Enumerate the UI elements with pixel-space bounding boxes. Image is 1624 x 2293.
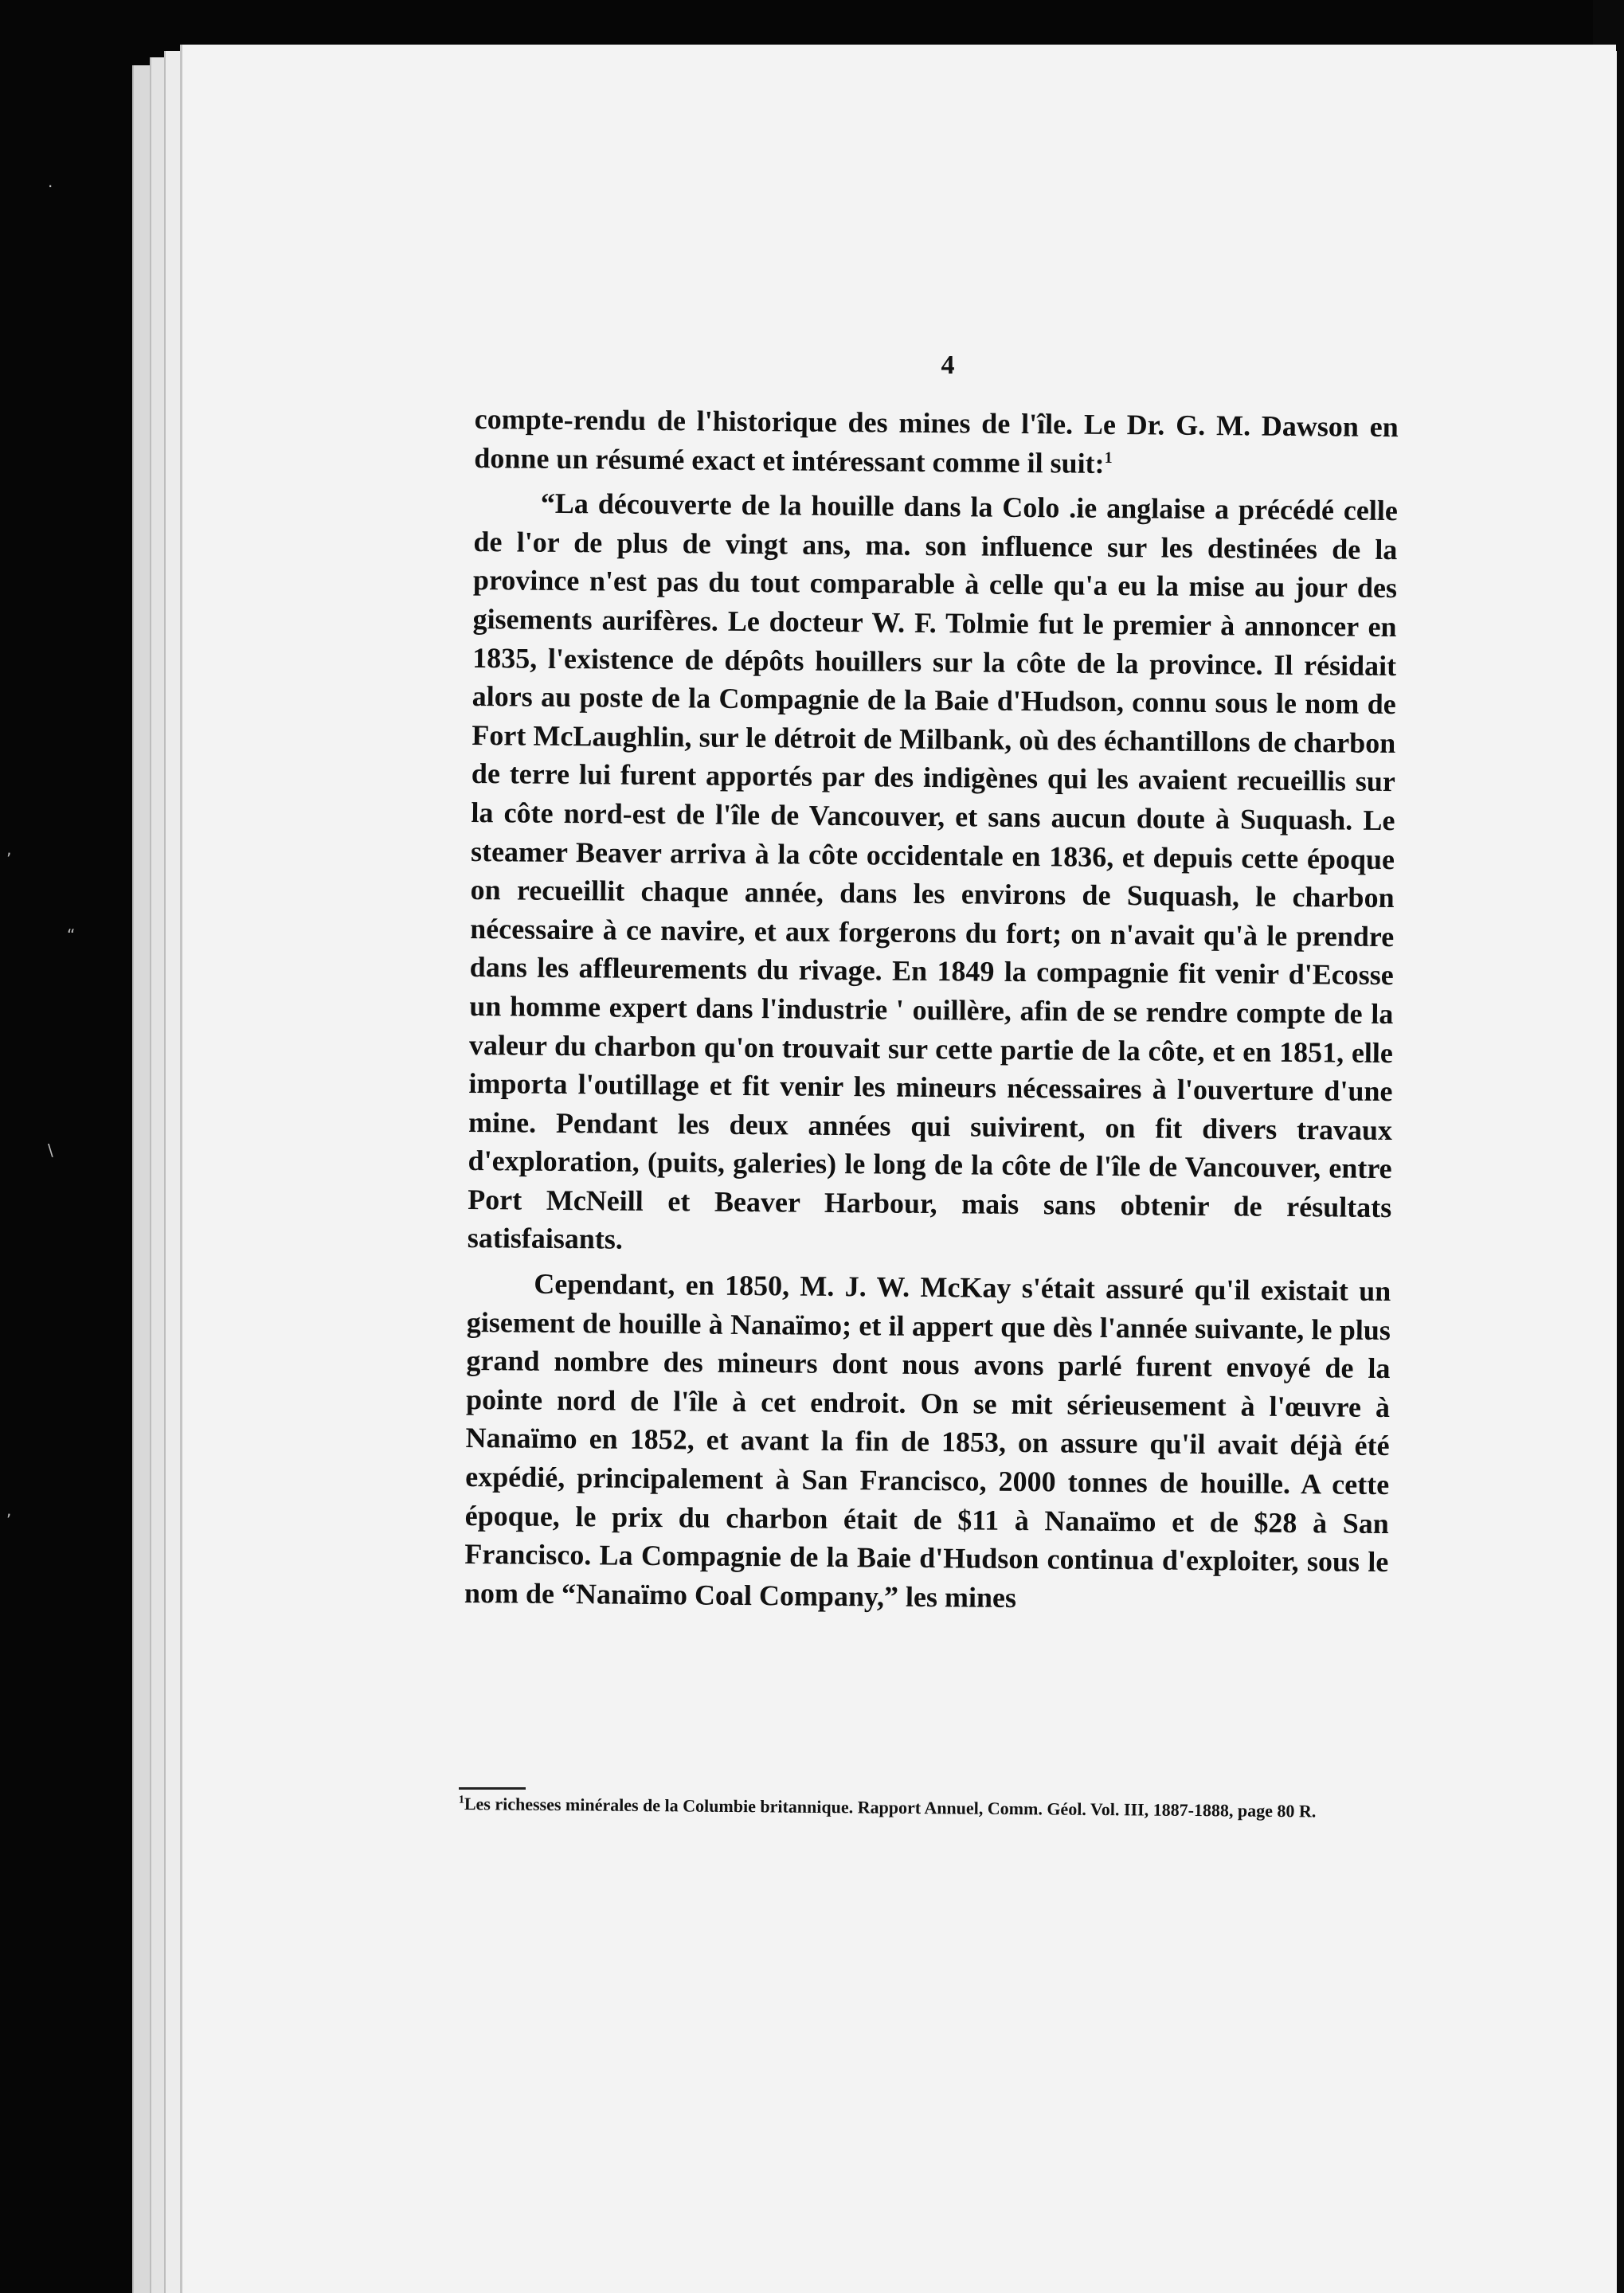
- footnote-mark: 1: [458, 1794, 464, 1806]
- footnote-reference: 1: [1104, 448, 1113, 467]
- paragraph-text: compte-rendu de l'historique des mines de l'île. Le Dr. G. M. Dawson en donne un résumé exact et intéressant comme il suit:: [474, 402, 1399, 479]
- body-text: [464, 400, 1399, 1626]
- footnote-divider: [459, 1787, 526, 1790]
- scanned-page-image: · ‚ “ \ , 4 compte-rendu de l'historique des mines de l'île. Le Dr. G. M. Dawson en donne un résumé exact et intéressant comme il suit:$^1$ “La découverte de la houille dans la Colo .ie anglaise a précédé celle de l'or de plus de vingt ans, ma. son influence sur les destinées de la province n'est pas du tout comparable à celle qu'a eu la mise au jour des gisements aurifères. Le docteur W. F. Tolmie fut le premier à annoncer en 1835, l'existence de dépôts houillers sur la côte de la province. Il résidait alors au poste de la Compagnie de la Baie d'Hudson, connu sous le nom de Fort McLaughlin, sur le détroit de Milbank, où des échantillons de charbon de terre lui furent apportés par des indigènes qui les avaient recueillis sur la côte nord-est de l'île de Vancouver, et sans aucun doute à Suquash. Le steamer Beaver arriva à la côte occidentale en 1836, et depuis cette époque on recueillit chaque année, dans les environs de Suquash, le charbon nécessaire à ce navire, et aux forgerons du fort; on n'avait qu'à le prendre dans les affleurements du rivage. En 1849 la compagnie fit venir d'Ecosse un homme expert dans l'industrie ' ouillère, afin de se rendre compte de la valeur du charbon qu'on trouvait sur cette partie de la côte, et en 1851, elle importa l'outillage et fit venir les mineurs nécessaires à l'ouverture d'une mine. Pendant les deux années qui suivirent, on fit divers travaux d'exploration, (puits, galeries) le long de la côte de l'île de Vancouver, entre Port McNeill et Beaver Harbour, mais sans obtenir de résultats satisfaisants. Cependant, en 1850, M. J. W. McKay s'était assuré qu'il existait un gisement de houille à Nanaïmo; et il appert que dès l'année suivante, le plus grand nombre des mineurs dont nous avons parlé furent envoyé de la pointe nord de l'île à cet endroit. On se mit sérieusement à l'œuvre à Nanaïmo en 1852, et avant la fin de 1853, on assure qu'il avait déjà été expédié, principalement à San Francisco, 2000 tonnes de houille. A cette époque, le prix du charbon était de $11 à Nanaïmo et de $28 à San Francisco. La Compagnie de la Baie d'Hudson continua d'exploiter, sous le nom de “Nanaïmo Coal Company,” les mines $^1$Les richesses minérales de la Columbie britannique. Rapport Annuel, Comm. Géol. Vol. III, 1887-1888, page 80 R.: [0, 0, 1624, 2293]
- page-number: 4: [941, 350, 955, 380]
- paragraph: [474, 400, 1399, 485]
- paragraph: “La découverte de la houille dans la Colo .ie anglaise a précédé celle de l'or de plus de vingt ans, ma. son influence sur les destinées de la province n'est pas du tout comparable à celle qu'a eu la mise au jour des gisements aurifères. Le docteur W. F. Tolmie fut le premier à annoncer en 1835, l'existence de dépôts houillers sur la côte de la province. Il résidait alors au poste de la Compagnie de la Baie d'Hudson, connu sous le nom de Fort McLaughlin, sur le détroit de Milbank, où des échantillons de charbon de terre lui furent apportés par des indigènes qui les avaient recueillis sur la côte nord-est de l'île de Vancouver, et sans aucun doute à Suquash. Le steamer Beaver arriva à la côte occidentale en 1836, et depuis cette époque on recueillit chaque année, dans les environs de Suquash, le charbon nécessaire à ce navire, et aux forgerons du fort; on n'avait qu'à le prendre dans les affleurements du rivage. En 1849 la compagnie fit venir d'Ecosse un homme expert dans l'industrie ' ouillère, afin de se rendre compte de la valeur du charbon qu'on trouvait sur cette partie de la côte, et en 1851, elle importa l'outillage et fit venir les mineurs nécessaires à l'ouverture d'une mine. Pendant les deux années qui suivirent, on fit divers travaux d'exploration, (puits, galeries) le long de la côte de l'île de Vancouver, entre Port McNeill et Beaver Harbour, mais sans obtenir de résultats satisfaisants.: [467, 487, 1399, 1256]
- paragraph: Cependant, en 1850, M. J. W. McKay s'était assuré qu'il existait un gisement de houille à Nanaïmo; et il appert que dès l'année suivante, le plus grand nombre des mineurs dont nous avons parlé furent envoyé de la pointe nord de l'île à cet endroit. On se mit sérieusement à l'œuvre à Nanaïmo en 1852, et avant la fin de 1853, on assure qu'il avait déjà été expédié, principalement à San Francisco, 2000 tonnes de houille. A cette époque, le prix du charbon était de $11 à Nanaïmo et de $28 à San Francisco. La Compagnie de la Baie d'Hudson continua d'exploiter, sous le nom de “Nanaïmo Coal Company,” les mines: [464, 1267, 1391, 1614]
- footnote-text: Les richesses minérales de la Columbie britannique. Rapport Annuel, Comm. Géol. Vol. III, 1887-1888, page 80 R.: [464, 1794, 1317, 1821]
